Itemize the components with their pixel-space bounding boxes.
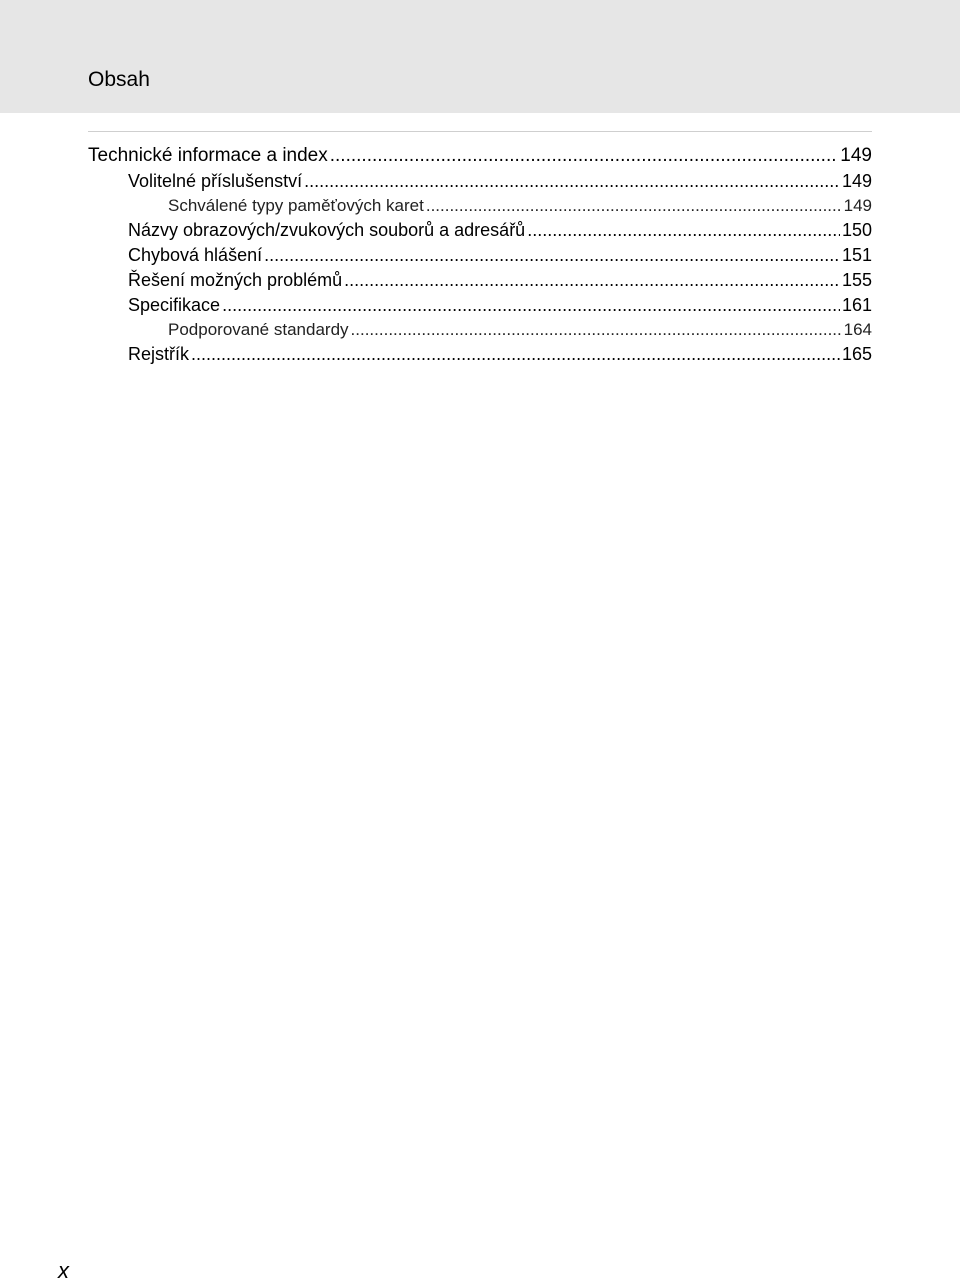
toc-leader-dots: [304, 169, 840, 194]
toc-entry-page: 155: [841, 270, 872, 290]
toc-leader-dots: [344, 268, 840, 293]
toc-leader-dots: [351, 318, 842, 342]
toc-entry[interactable]: [88, 243, 872, 268]
toc-entry-title: Názvy obrazových/zvukových souborů a adresářů: [128, 220, 526, 240]
toc-entry-title: Technické informace a index: [88, 145, 328, 166]
toc-leader-dots: [222, 293, 840, 318]
header-band: [0, 0, 960, 113]
toc-entry-title: Podporované standardy: [168, 320, 349, 339]
toc-entry[interactable]: [88, 194, 872, 218]
toc-entry[interactable]: [88, 318, 872, 342]
header-divider: [88, 131, 872, 132]
toc-entry-page: 164: [843, 320, 872, 339]
toc-entry-page: 151: [841, 245, 872, 265]
page-title: Obsah: [88, 68, 150, 91]
toc-entry[interactable]: [88, 268, 872, 293]
toc-entry-page: 149: [840, 145, 872, 166]
toc-entry-page: 149: [841, 171, 872, 191]
toc-entry-title: Řešení možných problémů: [128, 270, 343, 290]
toc-leader-dots: [426, 194, 842, 218]
toc-entry-title: Volitelné příslušenství: [128, 171, 303, 191]
table-of-contents: [88, 143, 872, 367]
toc-entry[interactable]: [88, 169, 872, 194]
toc-entry-page: 161: [841, 295, 872, 315]
toc-entry[interactable]: [88, 218, 872, 243]
page-number: x: [58, 1258, 69, 1283]
toc-leader-dots: [527, 218, 840, 243]
toc-entry-page: 150: [841, 220, 872, 240]
toc-entry-title: Rejstřík: [128, 344, 190, 364]
toc-entry-page: 149: [843, 196, 872, 215]
toc-entry-title: Schválené typy paměťových karet: [168, 196, 424, 215]
toc-entry-page: 165: [841, 344, 872, 364]
toc-entry-title: Specifikace: [128, 295, 221, 315]
toc-leader-dots: [191, 342, 840, 367]
toc-entry-title: Chybová hlášení: [128, 245, 263, 265]
toc-leader-dots: [330, 143, 839, 169]
toc-leader-dots: [264, 243, 840, 268]
toc-entry[interactable]: [88, 293, 872, 318]
toc-entry[interactable]: [88, 143, 872, 169]
toc-entry[interactable]: [88, 342, 872, 367]
